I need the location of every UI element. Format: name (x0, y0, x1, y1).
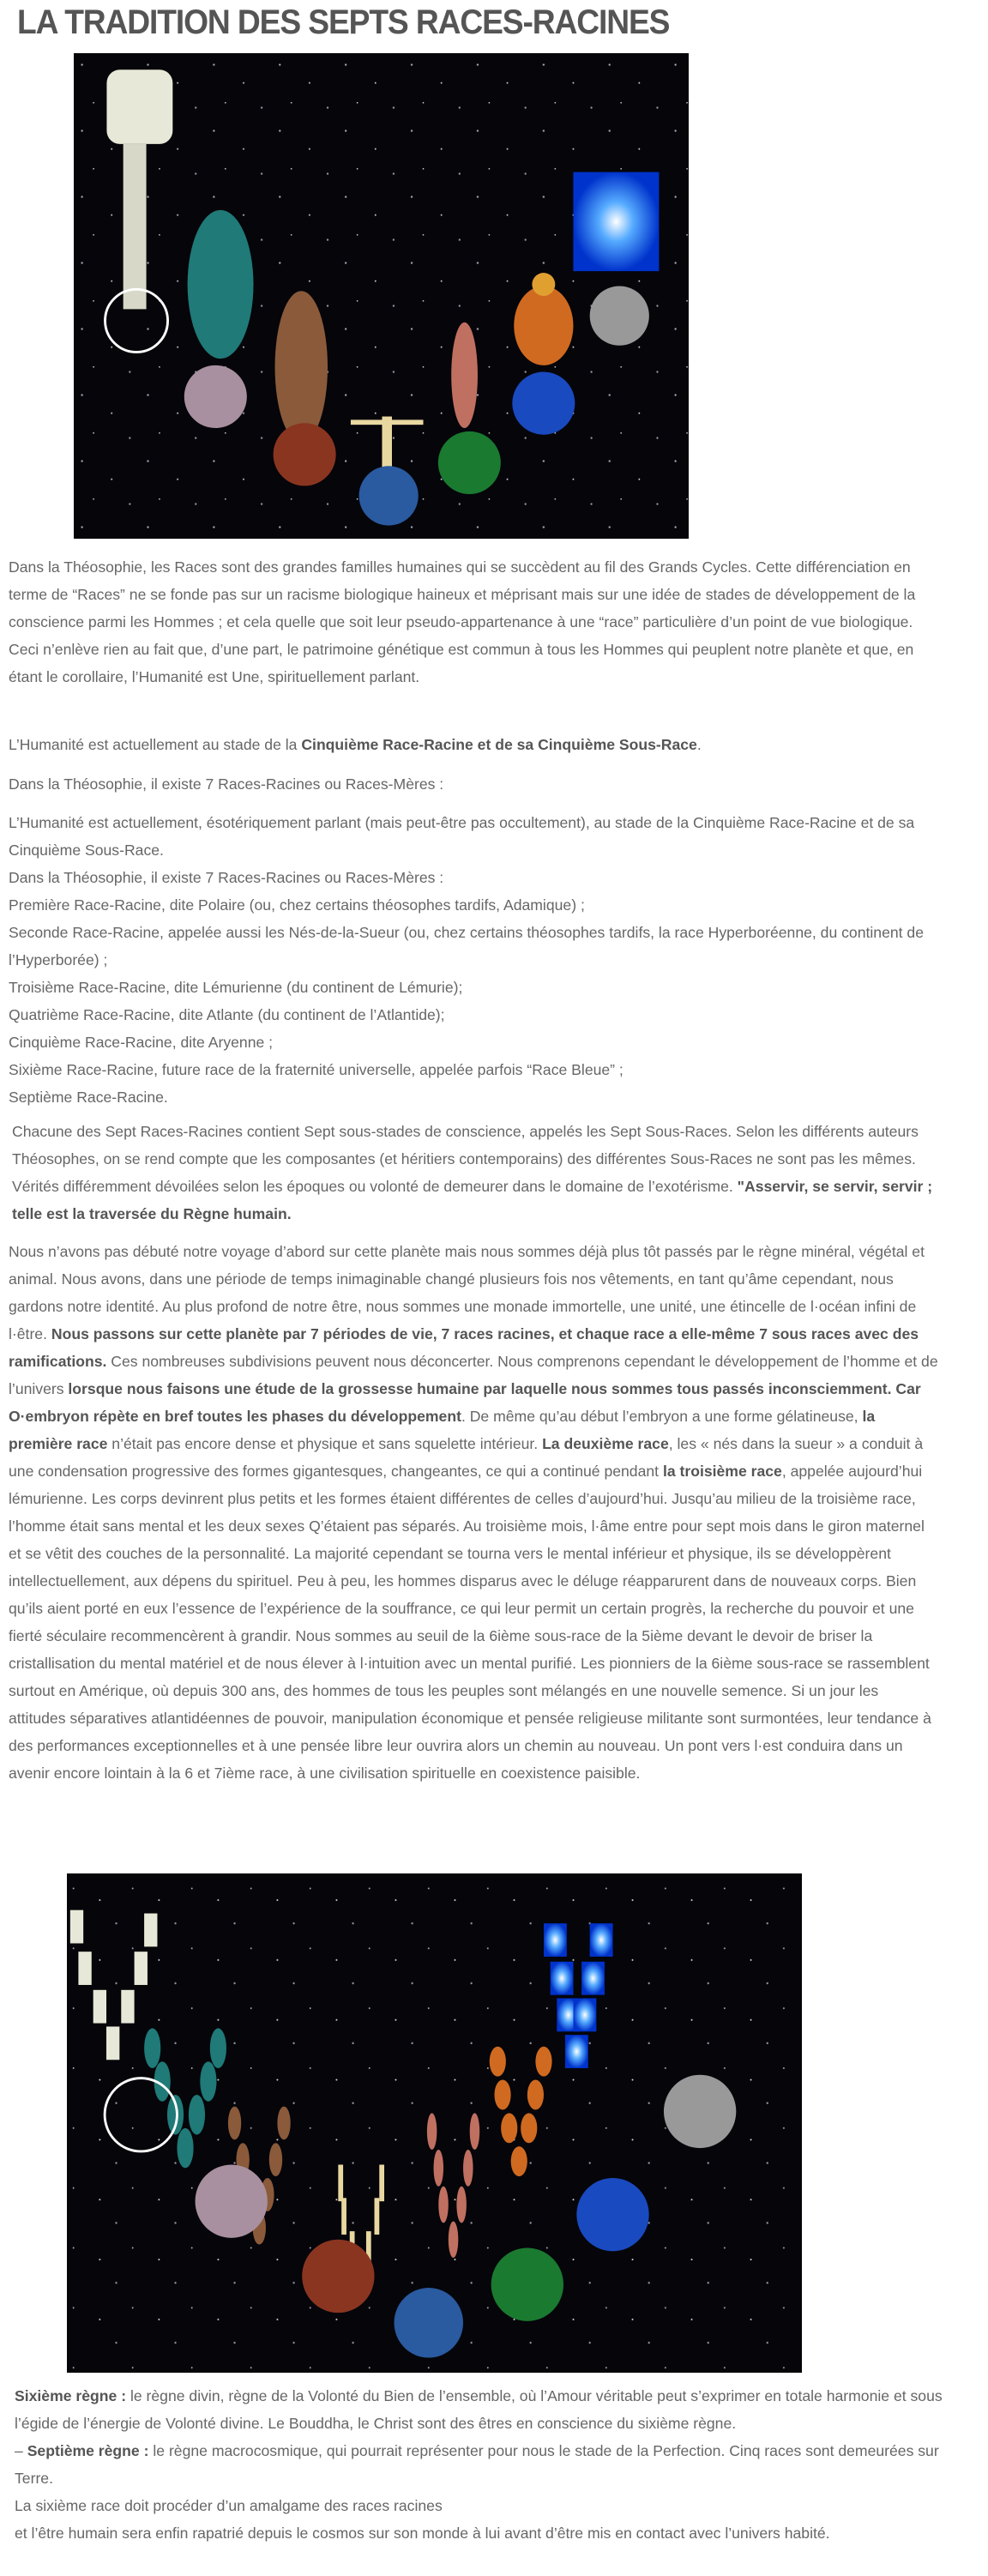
blue-planet (576, 2178, 648, 2251)
teal-giant-figure (188, 210, 254, 359)
list-item: Quatrième Race-Racine, dite Atlante (du continent de l’Atlantide); (9, 1006, 445, 1023)
earth-planet (395, 2288, 464, 2357)
bold-text: Cinquième Race-Racine et de sa Cinquième Sous-Race (301, 736, 697, 753)
text: . De même qu’au début l’embryon a une forme gélatineuse, (461, 1408, 863, 1425)
text: , appelée aujourd’hui lémurienne. Les corps devinrent plus petits et les formes étaient différentes de celles d’aujourd’hui. Jusqu’au milieu de la troisième race, l’homme était sans mental et les deux sexes Q’étaient pas séparés. Au troisième mois, l·âme entre pour sept mois dans le giron maternel et se vêtit des couches de la personnalité. La majorité cependant se tourna vers le mental inférieur et physique, ils se développèrent intellectuellement, aux dépens du spirituel. Peu à peu, les hommes disparus avec le déluge réapparurent dans de nouveaux corps. Bien qu’ils aient porté en eux l’essence de l’expérience de la souffrance, ce qui leur permit un certain progrès, la recherche du pouvoir et une fierté séculaire recommencèrent à grandir. Nous sommes au seuil de la 6ième sous-race de la 5ième devant le devoir de briser la cristallisation du mental matériel et de nous élever à l·intuition avec un mental purifié. Les pionniers de la 6ième sous-race se rassemblent surtout en Amérique, où depuis 300 ans, des hommes de tous les peuples sont mélangés en une nouvelle semence. Si un jour les attitudes séparatives atlantidéennes de pouvoir, manipulation économique et pensée religieuse militante sont surmontées, leur tendance à des performances exceptionnelles et à une pensée libre leur ouvrira alors un chemin au nouveau. Un pont vers l·est conduira dans un avenir encore lointain à la 6 et 7ième race, à une civilisation spirituelle en coexistence paisible. (9, 1463, 931, 1782)
seven-races-illustration (74, 53, 689, 539)
prophet-figure (451, 323, 478, 428)
bold-text: la troisième race (662, 1463, 782, 1480)
purple-planet (184, 365, 247, 428)
text: le règne divin, règne de la Volonté du Bien de l’ensemble, où l’Amour véritable peut s’exprimer en totale harmonie et sous l’égide de l’énergie de Volonté divine. Le Bouddha, le Christ sont des êtres en conscience du sixième règne. (15, 2387, 943, 2432)
list-item: Première Race-Racine, dite Polaire (ou, chez certains théosophes tardifs, Adamique) ; (9, 896, 585, 914)
grey-planet (664, 2075, 736, 2148)
earth-planet (359, 466, 419, 525)
text: . (696, 736, 702, 753)
red-planet (274, 423, 336, 486)
text: , les « nés dans la sueur » a conduit à une condensation progressive des formes gigantesques, changeantes, ce qui a continué pendant (9, 1435, 924, 1480)
quote-text: "Asservir, se servir, servir ; telle est la traversée du Règne humain. (12, 1178, 933, 1222)
sixth-kingdom-label: Sixième règne : (15, 2387, 127, 2404)
kingdoms-section (15, 2382, 945, 2547)
bold-text: la première race (9, 1408, 876, 1452)
red-planet (302, 2240, 374, 2313)
text: n’était pas encore dense et physique et sans squelette intérieur. (107, 1435, 543, 1452)
page-title: LA TRADITION DES SEPTS RACES-RACINES (17, 3, 670, 41)
bold-text: La deuxième race (542, 1435, 669, 1452)
list-item: Seconde Race-Racine, appelée aussi les Nés-de-la-Sueur (ou, chez certains théosophes tardifs, la race Hyperboréenne, du continent de l’Hyperborée) ; (9, 924, 924, 968)
grey-planet (590, 286, 649, 345)
list-heading: Dans la Théosophie, il existe 7 Races-Racines ou Races-Mères : (9, 869, 444, 886)
list-item: Sixième Race-Racine, future race de la fraternité universelle, appelée parfois “Race Bleue” ; (9, 1061, 624, 1078)
text: L’Humanité est actuellement au stade de la (9, 736, 302, 753)
sub-races-illustration (67, 1873, 802, 2373)
list-item: Septième Race-Racine. (9, 1089, 168, 1106)
ape-figure (275, 291, 328, 443)
text: Chacune des Sept Races-Racines contient Sept sous-stades de conscience, appelés les Sept Sous-Races. Selon les différents auteurs Théosophes, on se rend compte que les composantes (et héritiers contemporains) des différentes Sous-Races ne sont pas les mêmes. Vérités différemment dévoilées selon les époques ou volonté de demeurer dans le domaine de l’exotérisme. (12, 1123, 919, 1195)
green-planet (491, 2248, 563, 2321)
text-line: La sixième race doit procéder d’un amalgame des races racines (15, 2497, 443, 2514)
text: Ces nombreuses subdivisions peuvent nous déconcerter. Nous comprenons cependant le développement de l’homme et de l’univers (9, 1353, 938, 1397)
sub-races-paragraph (12, 1118, 943, 1228)
list-item: Cinquième Race-Racine, dite Aryenne ; (9, 1034, 274, 1051)
blue-light-being (573, 172, 659, 272)
text: Nous n’avons pas débuté notre voyage d’abord sur cette planète mais nous sommes déjà plus tôt passés par le règne minéral, végétal et animal. Nous avons, dans une période de temps inimaginable changé plusieurs fois nos vêtements, en tant qu’âme cependant, nous gardons notre identité. Au plus profond de notre être, nous sommes une monade immortelle, une unité, une étincelle de l·océan infini de l·être. (9, 1243, 925, 1342)
bold-text: Nous passons sur cette planète par 7 périodes de vie, 7 races racines, et chaque race a elle-même 7 sous races avec des ramifications. (9, 1325, 919, 1370)
seven-races-paragraph: Dans la Théosophie, il existe 7 Races-Racines ou Races-Mères : (9, 775, 444, 793)
seventh-kingdom-label: Septième règne : (27, 2442, 149, 2459)
purple-planet (196, 2165, 268, 2238)
list-item: Troisième Race-Racine, dite Lémurienne (du continent de Lémurie); (9, 979, 463, 996)
dash: – (15, 2442, 27, 2459)
bold-text: lorsque nous faisons une étude de la grossesse humaine par laquelle nous sommes tous passés inconsciemment. Car O·embryon répète en bref toutes les phases du développement (9, 1380, 921, 1425)
green-planet (438, 431, 501, 494)
intro-paragraph: Dans la Théosophie, les Races sont des grandes familles humaines qui se succèdent au fil des Grands Cycles. Cette différenciation en terme de “Races” ne se fonde pas sur un racisme biologique haineux et méprisant mais sur une idée de stades de développement de la conscience parmi les Hommes ; et cela quelle que soit leur pseudo-appartenance à une “race” particulière d’un point de vue biologique. Ceci n’enlève rien au fait que, d’une part, le patrimoine génétique est commun à tous les Hommes qui peuplent notre planète et que, en étant le corollaire, l’Humanité est Une, spirituellement parlant. (9, 558, 916, 685)
list-intro: L’Humanité est actuellement, ésotériquement parlant (mais peut-être pas occultement), au stade de la Cinquième Race-Racine et de sa Cinquième Sous-Race. (9, 814, 915, 859)
journey-paragraph (9, 1238, 939, 1787)
sixth-kingdom (15, 2382, 945, 2437)
blue-planet (512, 372, 575, 435)
current-stage-paragraph (9, 731, 939, 758)
root-races-list (9, 809, 939, 1111)
text-line: et l’être humain sera enfin rapatrié depuis le cosmos sur son monde à lui avant d’être mis en contact avec l’univers habité. (15, 2525, 830, 2542)
seventh-kingdom (15, 2437, 945, 2492)
text: le règne macrocosmique, qui pourrait représenter pour nous le stade de la Perfection. Cinq races sont demeurées sur Terre. (15, 2442, 939, 2487)
